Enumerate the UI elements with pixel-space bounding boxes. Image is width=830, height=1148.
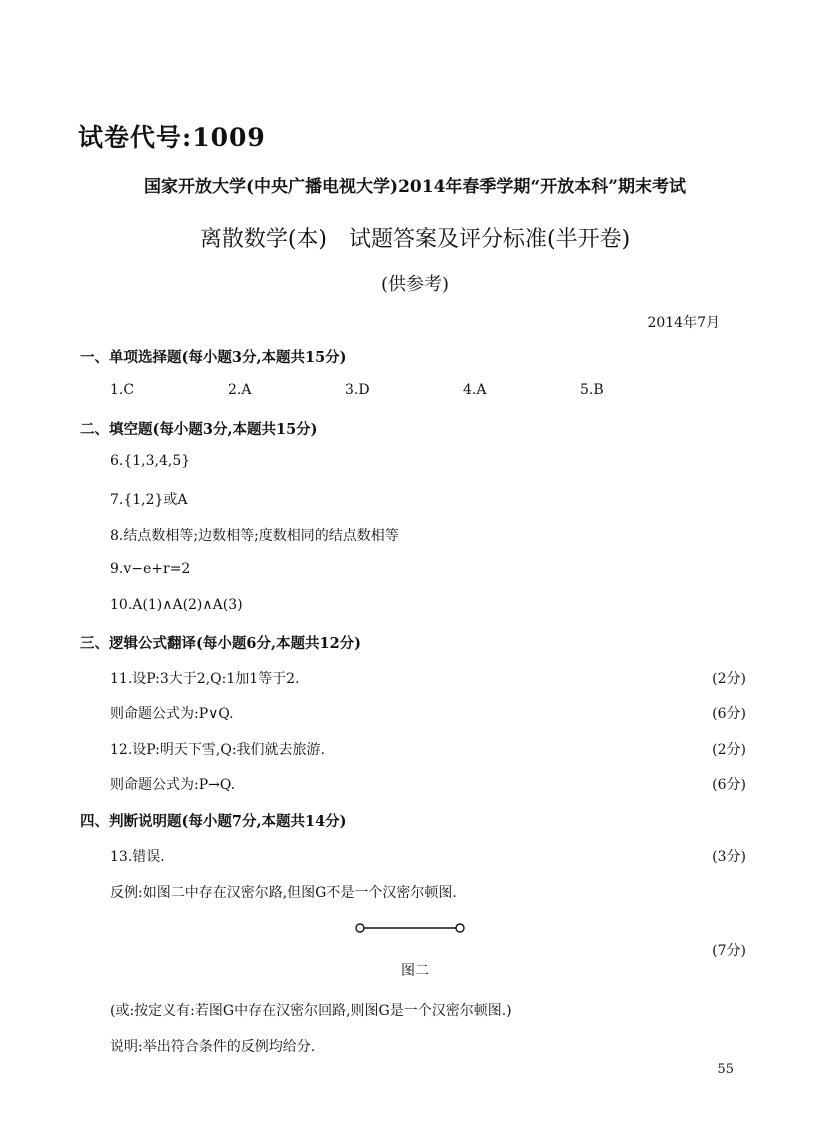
q13-answer-score: (3分) <box>712 849 746 865</box>
q12-definition: 12.设P:明天下雪,Q:我们就去旅游. <box>110 742 325 758</box>
grading-note: 说明:举出符合条件的反例均给分. <box>110 1039 316 1055</box>
exam-title: 国家开放大学(中央广播电视大学)2014年春季学期“开放本科”期末考试 <box>144 177 686 197</box>
mc-answer-5: 5.B <box>580 382 604 398</box>
figure-2-caption: 图二 <box>401 963 429 979</box>
mc-answer-1: 1.C <box>110 382 135 398</box>
section-3-title: 三、逻辑公式翻译(每小题6分,本题共12分) <box>80 635 362 652</box>
reference-note: (供参考) <box>380 274 450 295</box>
alternative-explanation: (或:按定义有:若图G中存在汉密尔回路,则图G是一个汉密尔顿图.) <box>110 1003 512 1019</box>
fill-answer-10: 10.A(1)∧A(2)∧A(3) <box>110 597 243 613</box>
section-1-title: 一、单项选择题(每小题3分,本题共15分) <box>80 349 347 366</box>
fill-answer-9: 9.v−e+r=2 <box>110 561 191 577</box>
q11-definition: 11.设P:3大于2,Q:1加1等于2. <box>110 671 300 687</box>
page-number: 55 <box>717 1062 734 1077</box>
fill-answer-8: 8.结点数相等;边数相等;度数相同的结点数相等 <box>110 528 399 544</box>
graph-vertex-right <box>456 924 464 932</box>
section-2-title: 二、填空题(每小题3分,本题共15分) <box>80 421 318 438</box>
q13-answer: 13.错误. <box>110 849 165 865</box>
fill-answer-6: 6.{1,3,4,5} <box>110 453 191 469</box>
q12-formula: 则命题公式为:P→Q. <box>110 777 236 793</box>
q11-formula: 则命题公式为:P∨Q. <box>110 706 234 722</box>
graph-vertex-left <box>356 924 364 932</box>
mc-answer-4: 4.A <box>463 382 487 398</box>
q12-formula-score: (6分) <box>712 777 746 793</box>
exam-date: 2014年7月 <box>647 315 720 331</box>
subject-title: 离散数学(本) 试题答案及评分标准(半开卷) <box>199 227 631 252</box>
q11-definition-score: (2分) <box>712 671 746 687</box>
q13-counterexample: 反例:如图二中存在汉密尔路,但图G不是一个汉密尔顿图. <box>110 885 457 901</box>
paper-code: 试卷代号:1009 <box>78 123 266 152</box>
mc-answer-3: 3.D <box>345 382 370 398</box>
fill-answer-7: 7.{1,2}或A <box>110 492 188 508</box>
mc-answer-2: 2.A <box>228 382 252 398</box>
figure-score: (7分) <box>712 943 746 959</box>
section-4-title: 四、判断说明题(每小题7分,本题共14分) <box>80 813 347 830</box>
q11-formula-score: (6分) <box>712 706 746 722</box>
figure-2-graph <box>352 920 472 936</box>
q12-definition-score: (2分) <box>712 742 746 758</box>
